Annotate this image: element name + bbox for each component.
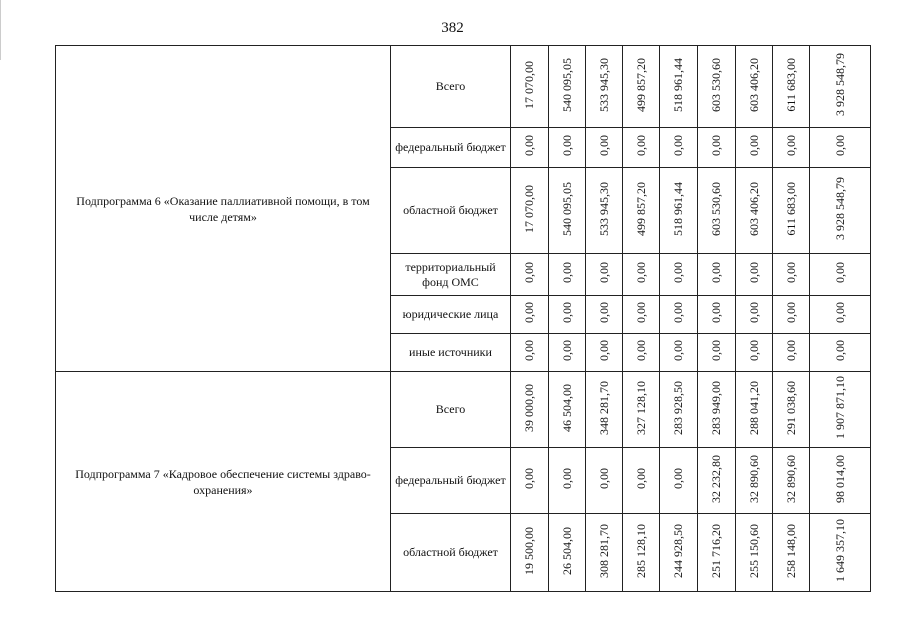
value-cell bbox=[698, 514, 736, 592]
value: 0,00 bbox=[783, 340, 798, 361]
value-cell bbox=[586, 448, 623, 514]
value-cell bbox=[810, 254, 871, 296]
value: 0,00 bbox=[671, 135, 685, 156]
value: 518 961,44 bbox=[671, 57, 685, 112]
value: 32 890,60 bbox=[746, 454, 761, 503]
value-cell bbox=[586, 296, 623, 334]
value-cell bbox=[773, 128, 810, 168]
value: 32 232,80 bbox=[709, 454, 723, 503]
value-cell bbox=[698, 334, 736, 372]
program-name-cell bbox=[56, 372, 391, 592]
funding-source-label: Всего bbox=[435, 402, 466, 416]
value: 0,00 bbox=[633, 135, 648, 156]
value: 611 683,00 bbox=[783, 57, 798, 112]
value: 0,00 bbox=[596, 340, 611, 361]
value: 0,00 bbox=[633, 340, 648, 361]
value-cell bbox=[810, 372, 871, 448]
value-cell bbox=[549, 128, 586, 168]
funding-source-cell bbox=[391, 296, 511, 334]
funding-source-label: федеральный бюджет bbox=[395, 473, 506, 487]
value-cell bbox=[660, 296, 698, 334]
value-cell bbox=[773, 254, 810, 296]
value: 0,00 bbox=[783, 302, 798, 323]
value: 0,00 bbox=[596, 468, 611, 489]
funding-source-label: иные источники bbox=[409, 345, 492, 359]
value-cell bbox=[698, 448, 736, 514]
value-cell bbox=[660, 334, 698, 372]
value-cell bbox=[623, 296, 660, 334]
value-cell bbox=[549, 168, 586, 254]
funding-source-label: территориальный фонд ОМС bbox=[405, 259, 496, 289]
value: 0,00 bbox=[559, 468, 574, 489]
value: 32 890,60 bbox=[783, 454, 798, 503]
value-cell bbox=[773, 372, 810, 448]
value-cell bbox=[773, 334, 810, 372]
value: 0,00 bbox=[832, 340, 847, 361]
value-cell bbox=[586, 46, 623, 128]
value-cell bbox=[586, 254, 623, 296]
value-cell bbox=[698, 128, 736, 168]
table-row bbox=[56, 372, 871, 448]
value-cell bbox=[660, 128, 698, 168]
value: 0,00 bbox=[559, 262, 574, 283]
funding-source-label: Всего bbox=[435, 79, 466, 93]
value-cell bbox=[773, 46, 810, 128]
value-cell bbox=[698, 168, 736, 254]
value-cell bbox=[773, 448, 810, 514]
value-cell bbox=[660, 372, 698, 448]
value-cell bbox=[586, 514, 623, 592]
value: 0,00 bbox=[596, 262, 611, 283]
value-cell bbox=[511, 372, 549, 448]
value-cell bbox=[736, 448, 773, 514]
value: 0,00 bbox=[671, 262, 685, 283]
value-cell bbox=[586, 372, 623, 448]
value-cell bbox=[810, 128, 871, 168]
value-cell bbox=[549, 514, 586, 592]
value: 283 928,50 bbox=[671, 380, 685, 435]
funding-source-label: юридические лица bbox=[402, 307, 499, 321]
value-cell bbox=[623, 128, 660, 168]
value: 26 504,00 bbox=[559, 526, 574, 575]
value: 348 281,70 bbox=[596, 380, 611, 435]
value: 533 945,30 bbox=[596, 181, 611, 236]
value: 17 070,00 bbox=[522, 60, 536, 109]
value-cell bbox=[623, 254, 660, 296]
funding-source-cell bbox=[391, 128, 511, 168]
value: 0,00 bbox=[596, 302, 611, 323]
value-cell bbox=[810, 46, 871, 128]
funding-source-cell bbox=[391, 254, 511, 296]
value: 0,00 bbox=[522, 340, 536, 361]
program-name-cell bbox=[56, 46, 391, 372]
value-cell bbox=[736, 372, 773, 448]
table-row bbox=[56, 46, 871, 128]
value: 0,00 bbox=[832, 302, 847, 323]
funding-source-label: федеральный бюджет bbox=[395, 140, 506, 154]
value-cell bbox=[698, 46, 736, 128]
funding-source-cell bbox=[391, 334, 511, 372]
value-cell bbox=[810, 296, 871, 334]
value-cell bbox=[549, 448, 586, 514]
page-number: 382 bbox=[441, 20, 464, 36]
value: 0,00 bbox=[522, 262, 536, 283]
value-cell bbox=[623, 514, 660, 592]
value-cell bbox=[660, 514, 698, 592]
budget-table bbox=[55, 45, 871, 592]
value: 0,00 bbox=[671, 468, 685, 489]
funding-source-label: областной бюджет bbox=[403, 203, 498, 217]
value-cell bbox=[810, 168, 871, 254]
value-cell bbox=[586, 168, 623, 254]
value-cell bbox=[586, 128, 623, 168]
value: 291 038,60 bbox=[783, 380, 798, 435]
value: 1 649 357,10 bbox=[832, 519, 847, 582]
value: 3 928 548,79 bbox=[832, 53, 847, 116]
value: 0,00 bbox=[709, 135, 723, 156]
value: 0,00 bbox=[522, 468, 536, 489]
value: 0,00 bbox=[671, 340, 685, 361]
value-cell bbox=[773, 168, 810, 254]
value: 3 928 548,79 bbox=[832, 177, 847, 240]
value-cell bbox=[511, 296, 549, 334]
value-cell bbox=[773, 296, 810, 334]
value: 98 014,00 bbox=[832, 454, 847, 503]
value-cell bbox=[511, 46, 549, 128]
value-cell bbox=[660, 254, 698, 296]
value-cell bbox=[698, 372, 736, 448]
value: 39 000,00 bbox=[522, 383, 536, 432]
value: 0,00 bbox=[832, 262, 847, 283]
value: 0,00 bbox=[633, 302, 648, 323]
value: 603 530,60 bbox=[709, 181, 723, 236]
funding-source-label: областной бюджет bbox=[403, 545, 498, 559]
value: 518 961,44 bbox=[671, 181, 685, 236]
value: 46 504,00 bbox=[559, 383, 574, 432]
value: 17 070,00 bbox=[522, 184, 536, 233]
value: 540 095,05 bbox=[559, 57, 574, 112]
value: 327 128,10 bbox=[633, 380, 648, 435]
value: 0,00 bbox=[746, 135, 761, 156]
value: 19 500,00 bbox=[522, 526, 536, 575]
value-cell bbox=[623, 448, 660, 514]
value-cell bbox=[736, 46, 773, 128]
value: 0,00 bbox=[709, 262, 723, 283]
value-cell bbox=[511, 254, 549, 296]
value: 0,00 bbox=[559, 340, 574, 361]
value-cell bbox=[549, 296, 586, 334]
value-cell bbox=[623, 46, 660, 128]
value: 0,00 bbox=[671, 302, 685, 323]
value: 0,00 bbox=[746, 340, 761, 361]
value: 0,00 bbox=[596, 135, 611, 156]
value: 255 150,60 bbox=[746, 523, 761, 578]
value-cell bbox=[549, 334, 586, 372]
value: 0,00 bbox=[559, 135, 574, 156]
value-cell bbox=[511, 514, 549, 592]
value: 285 128,10 bbox=[633, 523, 648, 578]
value-cell bbox=[660, 46, 698, 128]
value-cell bbox=[736, 128, 773, 168]
value-cell bbox=[511, 334, 549, 372]
value-cell bbox=[736, 254, 773, 296]
value: 251 716,20 bbox=[709, 523, 723, 578]
value-cell bbox=[511, 128, 549, 168]
value: 0,00 bbox=[746, 262, 761, 283]
value: 0,00 bbox=[522, 135, 536, 156]
value: 603 530,60 bbox=[709, 57, 723, 112]
funding-source-cell bbox=[391, 46, 511, 128]
value: 0,00 bbox=[783, 135, 798, 156]
value-cell bbox=[660, 448, 698, 514]
value: 0,00 bbox=[633, 468, 648, 489]
value-cell bbox=[660, 168, 698, 254]
value-cell bbox=[810, 514, 871, 592]
value-cell bbox=[623, 372, 660, 448]
value-cell bbox=[549, 372, 586, 448]
value: 0,00 bbox=[709, 302, 723, 323]
value-cell bbox=[810, 334, 871, 372]
value: 0,00 bbox=[832, 135, 847, 156]
value-cell bbox=[736, 296, 773, 334]
value: 244 928,50 bbox=[671, 523, 685, 578]
value: 1 907 871,10 bbox=[832, 376, 847, 439]
value-cell bbox=[736, 168, 773, 254]
value: 603 406,20 bbox=[746, 57, 761, 112]
program-name: Подпрограмма 6 «Оказание паллиативной помощи, в том числе детям» bbox=[76, 193, 370, 224]
value: 611 683,00 bbox=[783, 181, 798, 236]
funding-source-cell bbox=[391, 514, 511, 592]
value-cell bbox=[549, 46, 586, 128]
value: 0,00 bbox=[746, 302, 761, 323]
value-cell bbox=[586, 334, 623, 372]
value: 533 945,30 bbox=[596, 57, 611, 112]
value: 540 095,05 bbox=[559, 181, 574, 236]
value: 0,00 bbox=[559, 302, 574, 323]
value: 0,00 bbox=[783, 262, 798, 283]
value: 499 857,20 bbox=[633, 181, 648, 236]
value-cell bbox=[736, 514, 773, 592]
value-cell bbox=[736, 334, 773, 372]
value-cell bbox=[810, 448, 871, 514]
value-cell bbox=[511, 168, 549, 254]
program-name: Подпрограмма 7 «Кадровое обеспечение системы здраво-охранения» bbox=[75, 466, 371, 497]
funding-source-cell bbox=[391, 372, 511, 448]
value: 308 281,70 bbox=[596, 523, 611, 578]
value: 288 041,20 bbox=[746, 380, 761, 435]
value-cell bbox=[773, 514, 810, 592]
value: 0,00 bbox=[522, 302, 536, 323]
value: 603 406,20 bbox=[746, 181, 761, 236]
value-cell bbox=[698, 254, 736, 296]
value-cell bbox=[511, 448, 549, 514]
value-cell bbox=[549, 254, 586, 296]
value: 258 148,00 bbox=[783, 523, 798, 578]
value: 499 857,20 bbox=[633, 57, 648, 112]
value: 0,00 bbox=[633, 262, 648, 283]
value: 283 949,00 bbox=[709, 380, 723, 435]
value-cell bbox=[623, 334, 660, 372]
funding-source-cell bbox=[391, 448, 511, 514]
funding-source-cell bbox=[391, 168, 511, 254]
value-cell bbox=[698, 296, 736, 334]
value: 0,00 bbox=[709, 340, 723, 361]
value-cell bbox=[623, 168, 660, 254]
